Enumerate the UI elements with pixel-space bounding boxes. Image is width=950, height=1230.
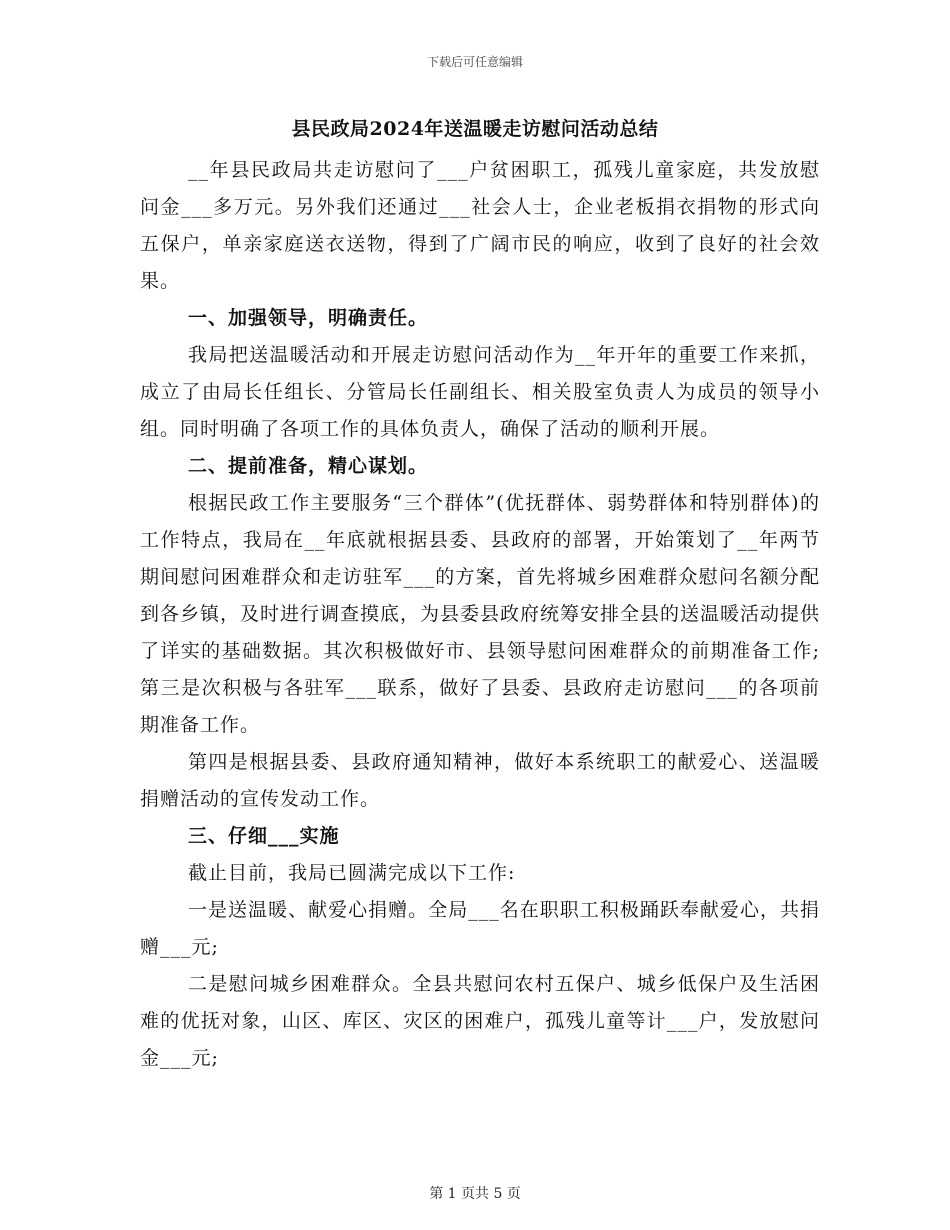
section-heading-2: 二、提前准备，精心谋划。 xyxy=(188,455,429,477)
page-header: 下载后可任意编辑 xyxy=(426,55,523,69)
paragraph-intro: __年县民政局共走访慰问了___户贫困职工，孤残儿童家庭，共发放慰问金___多万元。另外我们还通过___社会人士，企业老板捐衣捐物的形式向五保户，单亲家庭送衣送物，得到了广阔市民的响应，收到了良好的社会效果。 xyxy=(140,159,820,292)
paragraph-leadership: 我局把送温暖活动和开展走访慰问活动作为__年开年的重要工作来抓，成立了由局长任组长、分管局长任副组长、相关股室负责人为成员的领导小组。同时明确了各项工作的具体负责人，确保了活动的顺利开展。 xyxy=(140,344,820,440)
paragraph-item-1: 一是送温暖、献爱心捐赠。全局___名在职职工积极踊跃奉献爱心，共捐赠___元; xyxy=(140,899,820,958)
paragraph-fourth: 第四是根据县委、县政府通知精神，做好本系统职工的献爱心、送温暖捐赠活动的宣传发动工作。 xyxy=(140,751,820,810)
section-heading-3: 三、仔细___实施 xyxy=(188,825,340,847)
section-heading-1: 一、加强领导，明确责任。 xyxy=(188,307,429,329)
document-body xyxy=(140,152,820,1077)
paragraph-progress: 截止目前，我局已圆满完成以下工作: xyxy=(188,862,516,884)
page-footer: 第 1 页共 5 页 xyxy=(429,1186,521,1202)
paragraph-item-2: 二是慰问城乡困难群众。全县共慰问农村五保户、城乡低保户及生活困难的优抚对象，山区、库区、灾区的困难户，孤残儿童等计___户，发放慰问金___元; xyxy=(140,973,820,1069)
document-title: 县民政局2024年送温暖走访慰问活动总结 xyxy=(291,118,659,140)
paragraph-preparation: 根据民政工作主要服务“三个群体”(优抚群体、弱势群体和特别群体)的工作特点，我局在__年底就根据县委、县政府的部署，开始策划了__年两节期间慰问困难群众和走访驻军___的方案，首先将城乡困难群众慰问名额分配到各乡镇，及时进行调查摸底，为县委县政府统筹安排全县的送温暖活动提供了详实的基础数据。其次积极做好市、县领导慰问困难群众的前期准备工作;第三是次积极与各驻军___联系，做好了县委、县政府走访慰问___的各项前期准备工作。 xyxy=(140,492,821,736)
